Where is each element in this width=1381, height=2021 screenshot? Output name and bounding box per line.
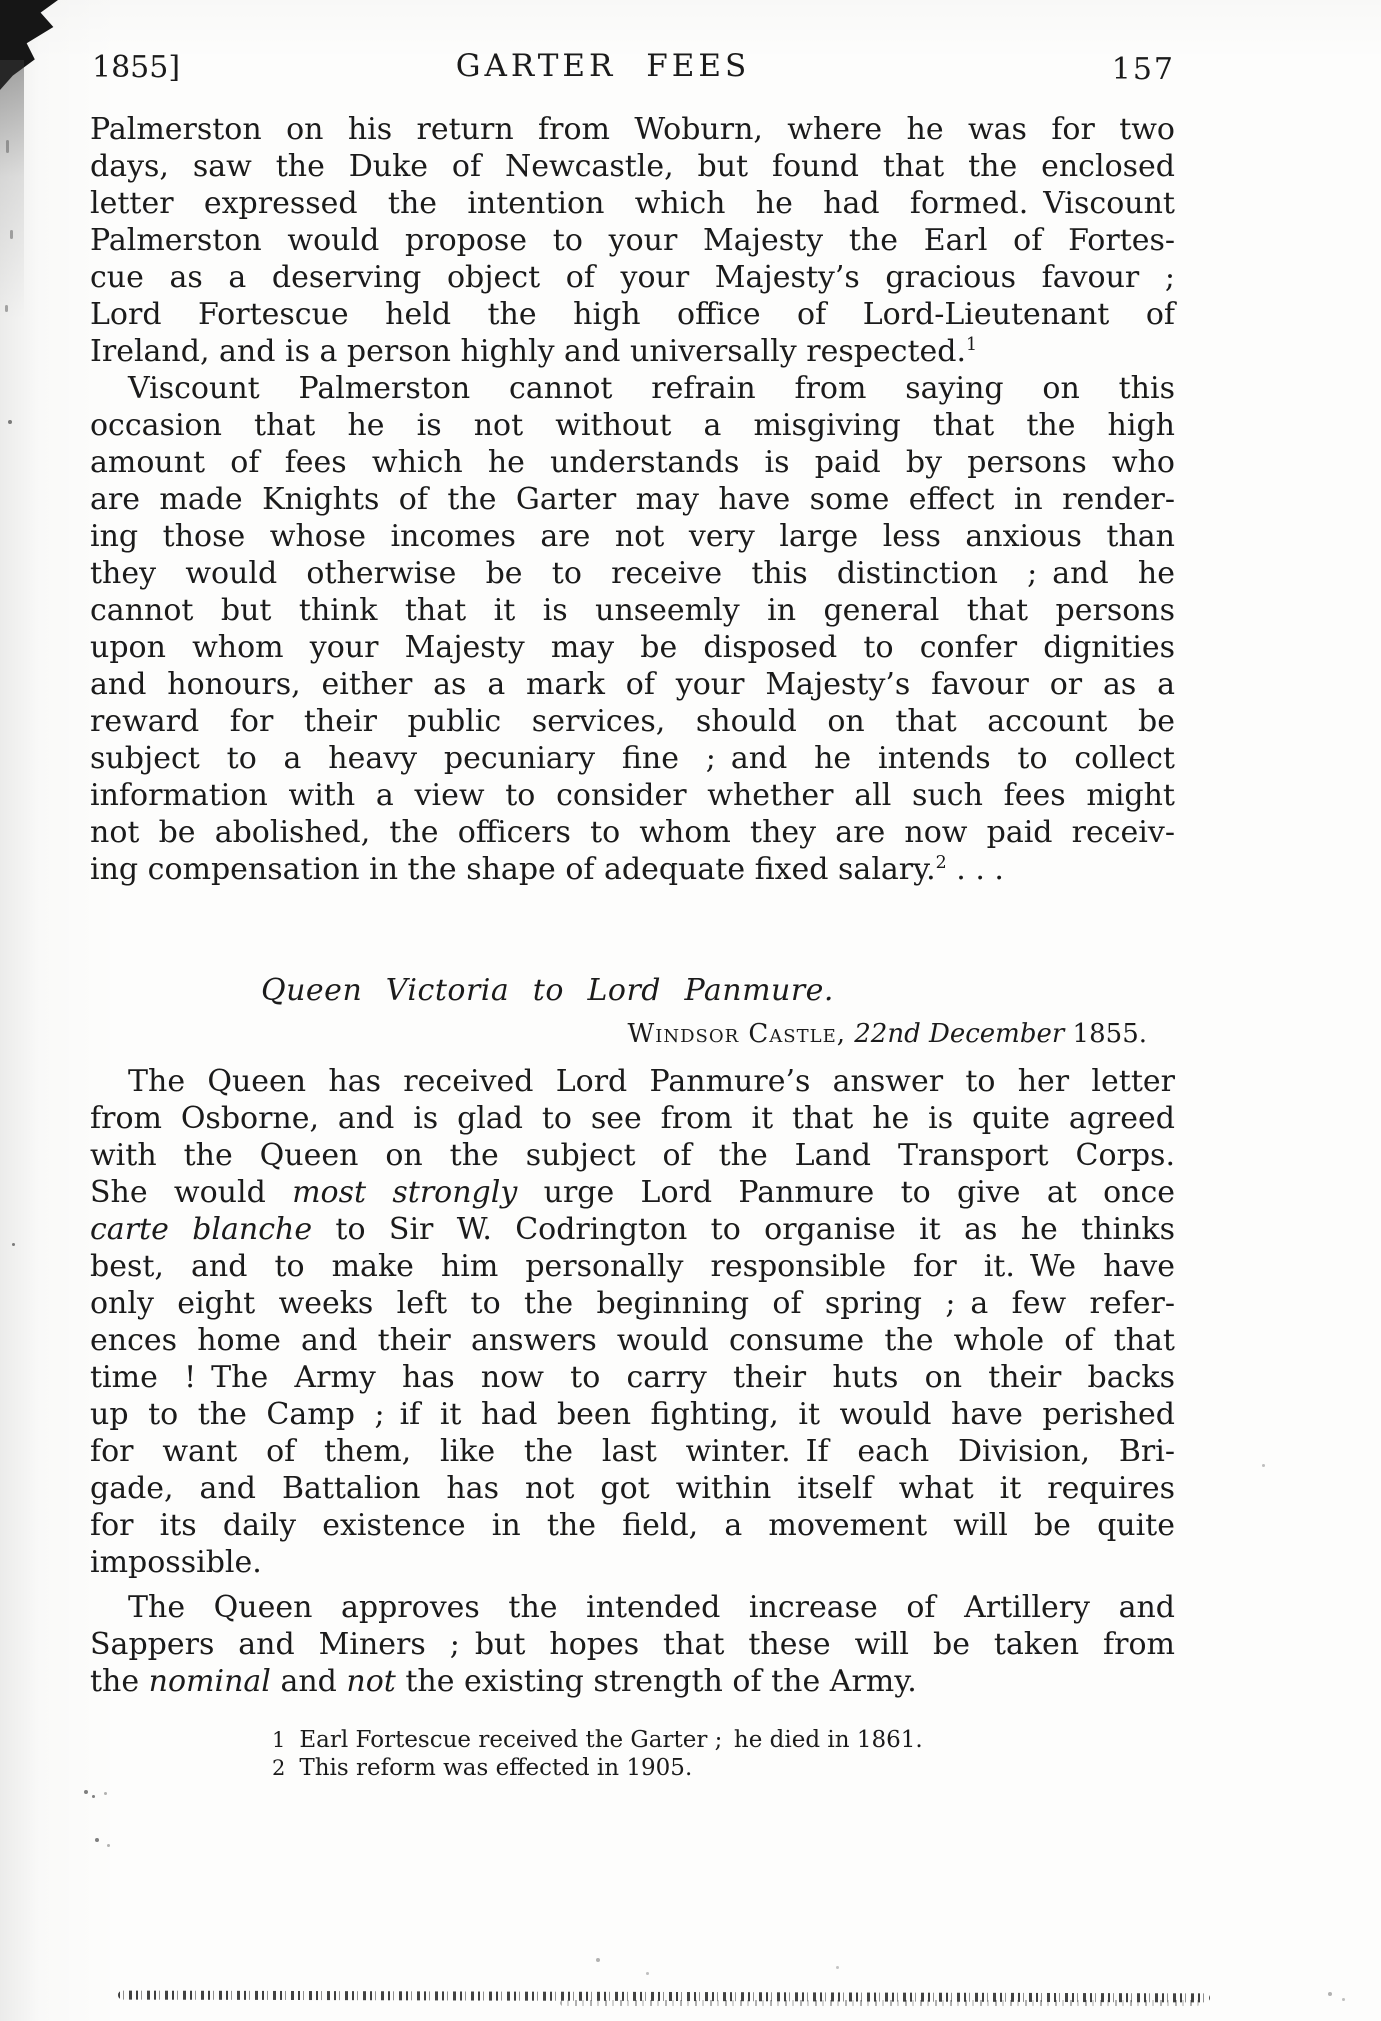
text-segment: gade, and Battalion has not got within itself what it requires [90, 1471, 1175, 1506]
text-line [90, 703, 1175, 740]
text-line [90, 1544, 1175, 1581]
text-line [90, 1626, 1175, 1663]
text-segment: She would [90, 1175, 293, 1210]
text-segment: carte blanche [90, 1212, 313, 1247]
scan-artifact-speck [8, 420, 12, 424]
scan-artifact-speck [107, 1844, 110, 1847]
text-segment: amount of fees which he understands is paid by persons who [90, 445, 1175, 480]
footnote-text: This reform was effected in 1905. [299, 1755, 693, 1781]
scan-artifact-speck [646, 1972, 649, 1975]
footnote [272, 1754, 1175, 1782]
text-line [90, 111, 1175, 148]
text-segment: best, and to make him personally responsible for it. We have [90, 1249, 1175, 1284]
text-segment: Ireland, and is a person highly and universally respected. [90, 334, 967, 369]
text-segment: only eight weeks left to the beginning of spring ; a few refer- [90, 1286, 1175, 1321]
year-marker: 1855] [92, 50, 181, 85]
text-segment: Viscount Palmerston cannot refrain from saying on this [128, 371, 1175, 406]
text-segment: Lord Fortescue held the high office of Lord-Lieutenant of [90, 297, 1175, 332]
text-line [90, 1396, 1175, 1433]
text-segment: most strongly [292, 1175, 518, 1210]
footnote-marker: 2 [935, 853, 947, 873]
text-segment: and honours, either as a mark of your Majesty’s favour or as a [90, 667, 1175, 702]
footnotes [90, 1726, 1175, 1782]
scan-artifact-speck [104, 1792, 107, 1795]
text-line [90, 259, 1175, 296]
paragraph [90, 370, 1175, 888]
text-segment: letter expressed the intention which he had formed. Viscount [90, 186, 1175, 221]
text-segment: they would otherwise be to receive this distinction ; and he [90, 556, 1175, 591]
scan-artifact-speck [92, 1795, 95, 1798]
text-line [90, 185, 1175, 222]
scan-artifact-noise-line [560, 2000, 1200, 2006]
text-line [90, 444, 1175, 481]
letter-heading: Queen Victoria to Lord Panmure. [261, 973, 834, 1008]
text-segment: . . . [946, 852, 1004, 887]
text-segment: Sappers and Miners ; but hopes that these will be taken from [90, 1627, 1175, 1662]
text-line [90, 851, 1175, 888]
text-segment: time ! The Army has now to carry their huts on their backs [90, 1360, 1175, 1395]
scan-artifact-dash [6, 140, 9, 153]
text-line [90, 1359, 1175, 1396]
text-line [90, 370, 1175, 407]
scan-artifact-corner-fade [0, 60, 24, 320]
text-line [90, 148, 1175, 185]
text-segment: reward for their public services, should on that account be [90, 704, 1175, 739]
text-line [90, 1589, 1175, 1626]
text-segment: the [90, 1664, 149, 1699]
text-segment: cue as a deserving object of your Majesty’s gracious favour ; [90, 260, 1175, 295]
text-segment: the existing strength of the Army. [395, 1664, 917, 1699]
paragraph [90, 111, 1175, 370]
text-segment: for its daily existence in the field, a movement will be quite [90, 1508, 1175, 1543]
scan-artifact-speck [1328, 1992, 1332, 1996]
text-line [90, 740, 1175, 777]
text-segment: The Queen has received Lord Panmure’s answer to her letter [128, 1064, 1175, 1099]
text-line [90, 555, 1175, 592]
text-line [90, 407, 1175, 444]
text-segment: days, saw the Duke of Newcastle, but found that the enclosed [90, 149, 1175, 184]
text-line [90, 1507, 1175, 1544]
running-title: GARTER FEES [455, 48, 751, 84]
text-line [90, 1470, 1175, 1507]
paragraph [90, 1063, 1175, 1581]
text-segment: with the Queen on the subject of the Land Transport Corps. [90, 1138, 1175, 1173]
text-line [90, 814, 1175, 851]
footnote-text: Earl Fortescue received the Garter ; he died in 1861. [299, 1727, 923, 1753]
text-segment: Palmerston would propose to your Majesty the Earl of Fortes- [90, 223, 1175, 258]
scan-artifact-speck [84, 1790, 88, 1794]
text-segment: up to the Camp ; if it had been fighting, it would have perished [90, 1397, 1175, 1432]
text-segment: and [270, 1664, 347, 1699]
text-line [90, 1211, 1175, 1248]
footnote-number: 1 [272, 1728, 286, 1752]
text-line [90, 1663, 1175, 1700]
text-segment: 1855. [1064, 1019, 1147, 1049]
text-line [90, 1174, 1175, 1211]
paragraph [90, 1589, 1175, 1700]
text-line [90, 1322, 1175, 1359]
text-segment: not be abolished, the officers to whom they are now paid receiv- [90, 815, 1175, 850]
scan-artifact-speck [95, 1838, 99, 1842]
text-segment: Palmerston on his return from Woburn, where he was for two [90, 112, 1175, 147]
text-line [90, 1063, 1175, 1100]
scan-artifact-speck [1262, 1464, 1265, 1467]
text-segment: to Sir W. Codrington to organise it as he thinks [312, 1212, 1175, 1247]
text-segment: are made Knights of the Garter may have some effect in render- [90, 482, 1175, 517]
scan-artifact-speck [12, 1243, 15, 1246]
scan-artifact-speck [836, 1966, 839, 1969]
text-line [90, 1285, 1175, 1322]
text-segment: from Osborne, and is glad to see from it that he is quite agreed [90, 1101, 1175, 1136]
text-line [90, 629, 1175, 666]
scan-artifact-dash [10, 230, 13, 239]
page-body [90, 111, 1175, 1782]
text-line [90, 1248, 1175, 1285]
scan-artifact-speck [1342, 1998, 1345, 2001]
scan-artifact-speck [596, 1958, 600, 1962]
text-segment: upon whom your Majesty may be disposed to confer dignities [90, 630, 1175, 665]
page-number: 157 [1111, 52, 1175, 87]
text-line [90, 333, 1175, 370]
text-line [90, 1433, 1175, 1470]
text-segment: for want of them, like the last winter. If each Division, Bri- [90, 1434, 1175, 1469]
text-segment: cannot but think that it is unseemly in general that persons [90, 593, 1175, 628]
text-segment: ing those whose incomes are not very large less anxious than [90, 519, 1175, 554]
text-line [90, 222, 1175, 259]
text-line [90, 481, 1175, 518]
footnote-marker: 1 [966, 335, 978, 355]
text-segment: impossible. [90, 1545, 262, 1580]
text-line [90, 666, 1175, 703]
text-line [90, 518, 1175, 555]
text-line [90, 1100, 1175, 1137]
text-segment: not [346, 1664, 396, 1699]
text-segment: urge Lord Panmure to give at once [517, 1175, 1176, 1210]
text-line [90, 592, 1175, 629]
text-segment: information with a view to consider whether all such fees might [90, 778, 1175, 813]
text-segment: The Queen approves the intended increase of Artillery and [128, 1590, 1175, 1625]
page-header [90, 50, 1175, 92]
text-line [90, 777, 1175, 814]
text-segment: subject to a heavy pecuniary fine ; and he intends to collect [90, 741, 1175, 776]
dateline [90, 1017, 1175, 1051]
text-segment: occasion that he is not without a misgiving that the high [90, 408, 1175, 443]
text-segment: Windsor Castle, [627, 1019, 846, 1049]
scan-artifact-dash [5, 305, 8, 312]
footnote-number: 2 [272, 1756, 286, 1780]
text-segment: ing compensation in the shape of adequate fixed salary. [90, 852, 936, 887]
text-line [90, 1137, 1175, 1174]
footnote [272, 1726, 1175, 1754]
text-segment: 22nd December [854, 1019, 1065, 1049]
text-segment: ences home and their answers would consume the whole of that [90, 1323, 1175, 1358]
text-line [90, 296, 1175, 333]
text-segment: nominal [148, 1664, 271, 1699]
